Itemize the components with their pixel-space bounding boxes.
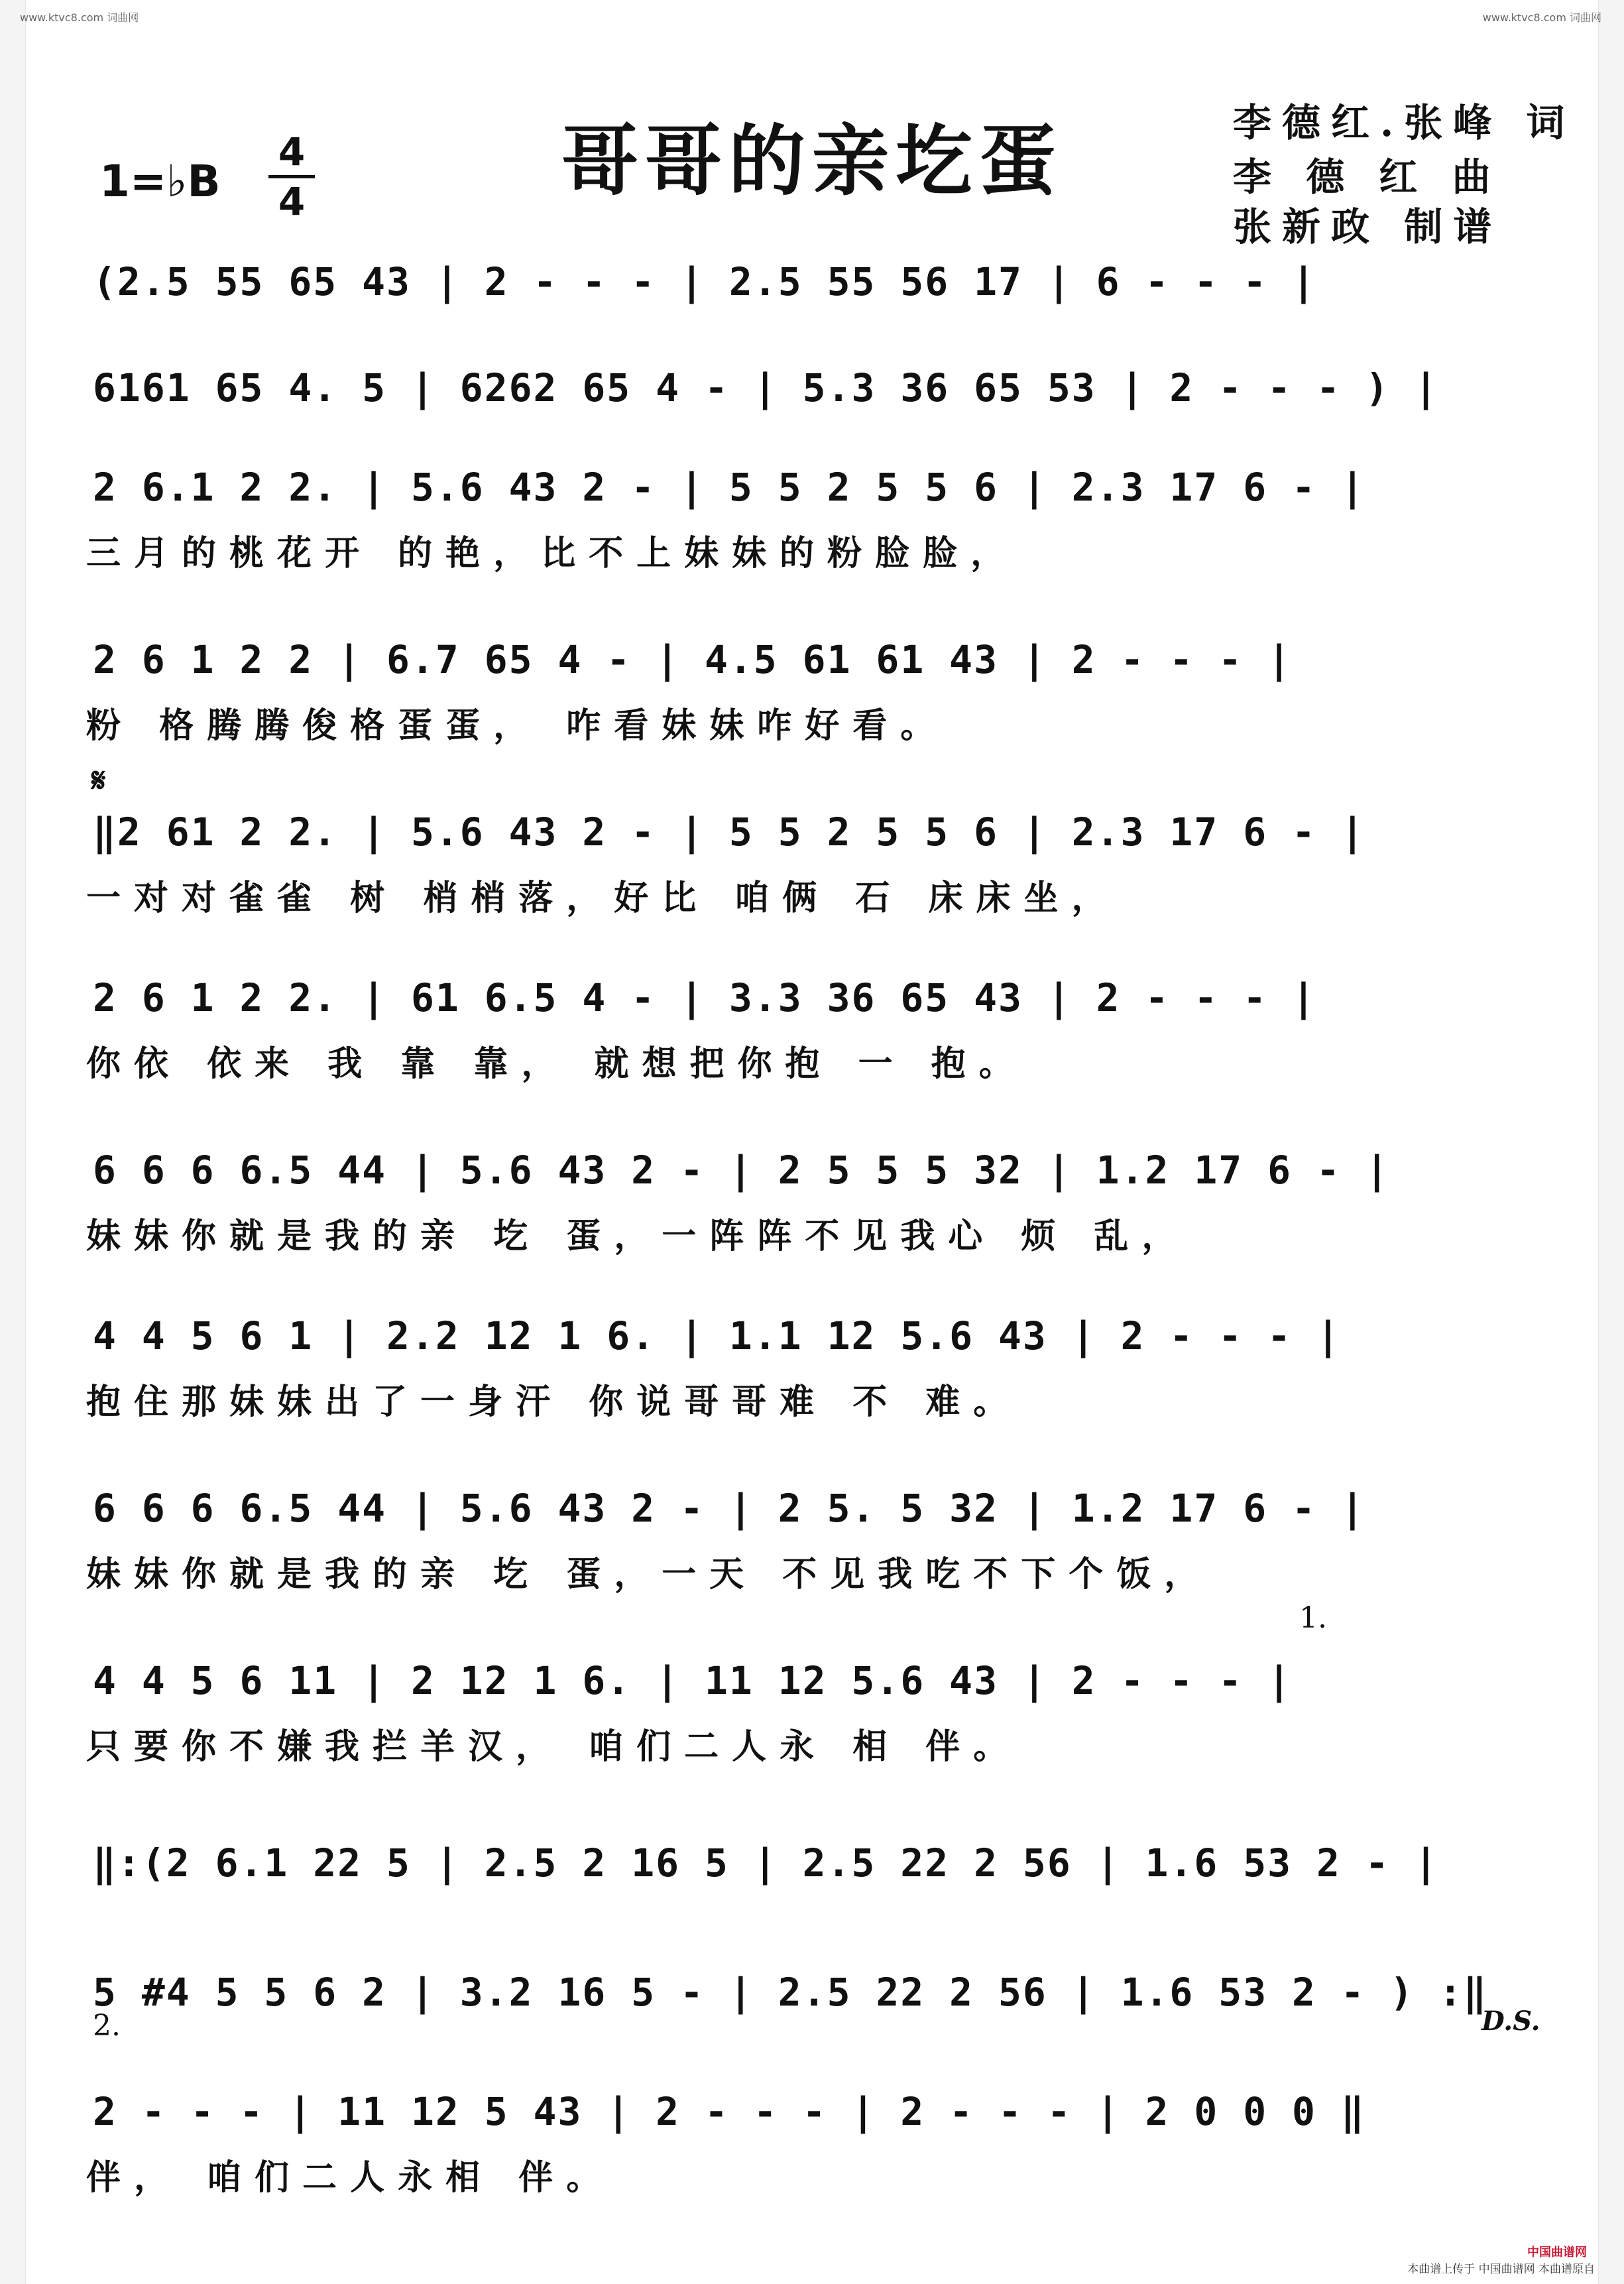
ds-mark: D.S. [1481,2006,1540,2037]
time-signature-bar [268,175,315,178]
composer-credit: 李 德 红 曲 [1233,154,1501,200]
key-signature: 1=♭B [99,156,221,207]
left-margin-strip [0,0,26,2284]
score-line-notes: ‖:(2 6.1 22 5 | 2.5 2 16 5 | 2.5 22 2 56 | 1.6 53 2 - | [93,1840,1439,1886]
score-line-lyrics: 粉 格腾腾俊格蛋蛋， 咋看妹妹咋好看。 [86,705,949,746]
lyricist-credit: 李德红.张峰 词 [1233,100,1576,145]
score-line-lyrics: 只要你不嫌我拦羊汉， 咱们二人永 相 伴。 [86,1726,1021,1767]
volta-first-ending: 1. [1299,1601,1327,1635]
segno-mark: 𝄋 [91,761,106,800]
score-line-notes: 5 #4 5 5 6 2 | 3.2 16 5 - | 2.5 22 2 56 | 1.6 53 2 - ) :‖ [93,1970,1488,2015]
score-line-lyrics: 三月的桃花开 的艳，比不上妹妹的粉脸脸， [86,533,1019,573]
score-line [73,1140,1551,1273]
arranger-credit: 张新政 制谱 [1233,204,1503,249]
footer-note: 本曲谱上传于 中国曲谱网 本曲谱原自 [1407,2263,1595,2276]
score-line-notes: 6 6 6 6.5 44 | 5.6 43 2 - | 2 5. 5 32 | 1.2 17 6 - | [93,1486,1365,1531]
score-line-lyrics: 妹妹你就是我的亲 圪 蛋，一阵阵不见我心 烦 乱， [86,1216,1190,1256]
score-line-notes: 2 6 1 2 2. | 61 6.5 4 - | 3.3 36 65 43 | 2 - - - | [93,975,1316,1020]
score-line-notes: 2 - - - | 11 12 5 43 | 2 - - - | 2 - - - | 2 0 0 0 ‖ [93,2089,1365,2134]
score-line [73,1306,1551,1439]
watermark-right: www.ktvc8.com 词曲网 [1482,11,1601,24]
score-line [73,802,1551,935]
right-margin-strip [1598,0,1624,2284]
time-signature [268,129,315,224]
score-line [73,1478,1551,1611]
score-line [73,1651,1551,1783]
score-line [73,630,1551,762]
score-line-notes: 6 6 6 6.5 44 | 5.6 43 2 - | 2 5 5 5 32 | 1.2 17 6 - | [93,1148,1390,1193]
score-line-notes: ‖2 61 2 2. | 5.6 43 2 - | 5 5 2 5 5 6 | 2.3 17 6 - | [93,810,1365,855]
score-line [73,1833,1551,1913]
score-line-notes: 4 4 5 6 11 | 2 12 1 6. | 11 12 5.6 43 | 2 - - - | [93,1658,1293,1703]
score-line [73,2082,1551,2214]
score-line [73,358,1551,438]
score-line-notes: 4 4 5 6 1 | 2.2 12 1 6. | 1.1 12 5.6 43 | 2 - - - | [93,1313,1341,1358]
score-line [73,1962,1551,2042]
score-line-lyrics: 一对对雀雀 树 梢梢落，好比 咱俩 石 床床坐， [86,878,1120,918]
song-title: 哥哥的亲圪蛋 [561,116,1063,206]
score-line-lyrics: 伴， 咱们二人永相 伴。 [86,2157,614,2198]
score-line-notes: 2 6.1 2 2. | 5.6 43 2 - | 5 5 2 5 5 6 | 2.3 17 6 - | [93,465,1365,510]
score-line [73,457,1551,590]
score-line [73,968,1551,1101]
time-signature-bottom: 4 [278,179,306,224]
score-line-lyrics: 妹妹你就是我的亲 圪 蛋，一天 不见我吃不下个饭， [86,1554,1212,1594]
time-signature-top: 4 [278,129,306,174]
site-logo: 中国曲谱网 [1527,2246,1587,2259]
score-line-notes: 2 6 1 2 2 | 6.7 65 4 - | 4.5 61 61 43 | 2 - - - | [93,637,1293,682]
volta-second-ending: 2. [93,2009,121,2043]
score-line-lyrics: 抱住那妹妹出了一身汗 你说哥哥难 不 难。 [86,1382,1021,1422]
watermark-left: www.ktvc8.com 词曲网 [20,11,139,24]
score-line [73,252,1551,331]
score-line-notes: 6161 65 4. 5 | 6262 65 4 - | 5.3 36 65 53 | 2 - - - ) | [93,365,1439,410]
score-line-lyrics: 你依 依来 我 靠 靠， 就想把你抱 一 抱。 [86,1044,1027,1084]
score-line-notes: (2.5 55 65 43 | 2 - - - | 2.5 55 56 17 | 6 - - - | [93,259,1316,304]
